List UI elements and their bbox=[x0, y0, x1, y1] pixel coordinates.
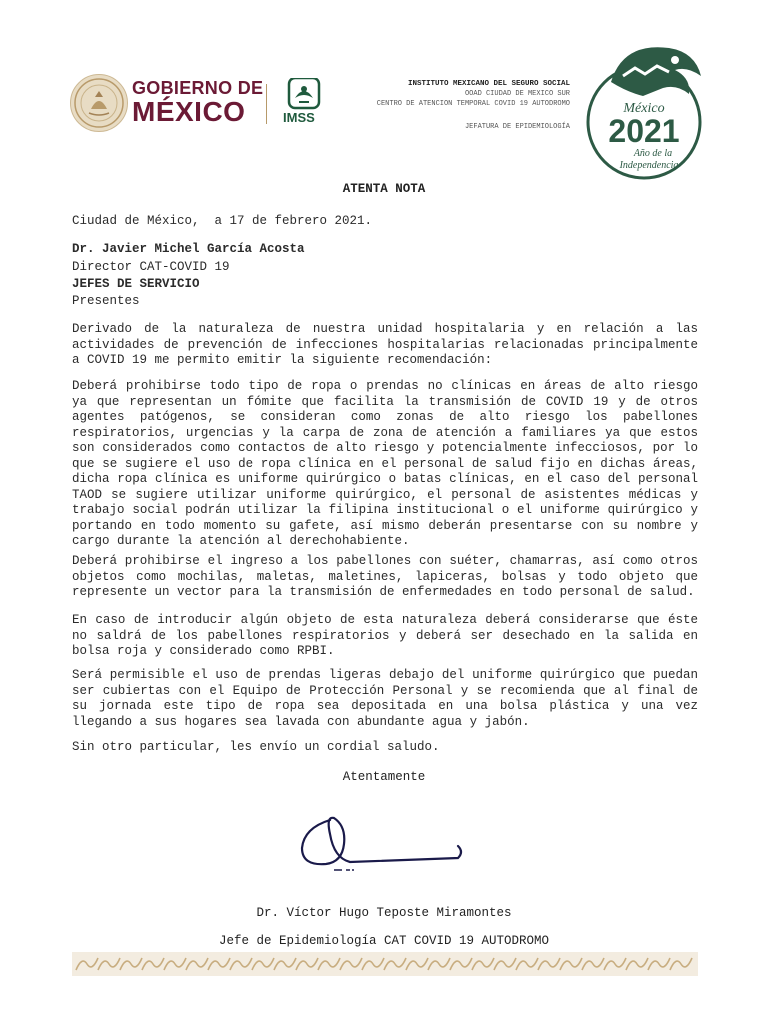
emblem-year-text: 2021 bbox=[608, 113, 680, 149]
emblem-caption-1: Año de la bbox=[633, 148, 673, 159]
paragraph-entry-restriction: Deberá prohibirse el ingreso a los pabellones con suéter, chamarras, así como otros objetos como mochilas, maletas, maletines, lapiceras, bolsas y todo objeto que represente un vector para la transmisión de enfermedades en todo personal de salud. bbox=[72, 554, 698, 599]
letter-date: Ciudad de México, a 17 de febrero 2021. bbox=[72, 214, 373, 228]
handwritten-signature bbox=[290, 808, 472, 876]
document-title: ATENTA NOTA bbox=[342, 182, 426, 196]
emblem-caption-2: Independencia bbox=[619, 160, 679, 171]
paragraph-object-disposal: En caso de introducir algún objeto de esta naturaleza deberá considerarse que éste no saldrá de los pabellones respiratorios y deberá ser desechado en la salida en bolsa roja y considerado como RPBI. bbox=[72, 613, 698, 658]
emblem-country-text: México bbox=[623, 101, 665, 116]
decorative-footer-band bbox=[72, 952, 698, 976]
paragraph-clothing-policy: Deberá prohibirse todo tipo de ropa o prendas no clínicas en áreas de alto riesgo ya que representan un fómite que facilita la transmisión de COVID 19 y de otros agentes patógenos, se consideran como zonas de alto riesgo los pabellones respiratorios, urgencias y la carpa de zona de atención a familiares ya que estos son considerados como contactos de alto riesgo y potencialmente infecciosos, por lo que se sugiere el uso de ropa clínica en el personal de salud fijo en dichas áreas, dicha ropa clínica es uniforme quirúrgico o batas clínicas, en el caso del personal TAOD se sugiere utilizar uniforme quirúrgico, el personal de asistentes médicas y trabajo social podrán utilizar la filipina institucional o el uniforme quirúrgico y portando en todo momento su gafete, así mismo deberán presentarse con su nombre y cargo durante la atención al derechohabiente. bbox=[72, 379, 698, 548]
mexico-2021-emblem bbox=[583, 38, 705, 182]
recipient-group: JEFES DE SERVICIO bbox=[72, 277, 200, 291]
imss-eagle-logo-icon bbox=[285, 78, 323, 110]
paragraph-intro: Derivado de la naturaleza de nuestra unidad hospitalaria y en relación a las actividades de prevención de infecciones hospitalarias relacionadas principalmente a COVID 19 me permito emitir la siguiente recomendación: bbox=[72, 322, 698, 367]
imss-logo-text: IMSS bbox=[283, 110, 315, 125]
header-divider bbox=[266, 84, 267, 124]
jefatura-name: JEFATURA DE EPIDEMIOLOGÍA bbox=[464, 123, 570, 131]
signer-name: Dr. Víctor Hugo Teposte Miramontes bbox=[256, 906, 512, 920]
signer-title: Jefe de Epidemiología CAT COVID 19 AUTODROMO bbox=[218, 934, 550, 948]
presentes-salutation: Presentes bbox=[72, 294, 140, 308]
closing-atentamente: Atentamente bbox=[342, 770, 426, 784]
mexico-text: MÉXICO bbox=[132, 96, 246, 127]
ooad-name: OOAD CIUDAD DE MEXICO SUR bbox=[464, 90, 570, 98]
recipient-name: Dr. Javier Michel García Acosta bbox=[72, 242, 305, 256]
centro-name: CENTRO DE ATENCION TEMPORAL COVID 19 AUTODROMO bbox=[376, 100, 570, 108]
institute-name: INSTITUTO MEXICANO DEL SEGURO SOCIAL bbox=[407, 80, 570, 88]
paragraph-light-clothing: Será permisible el uso de prendas ligeras debajo del uniforme quirúrgico que puedan ser cubiertas con el Equipo de Protección Personal y se recomienda que al final de su jornada este tipo de ropa sea depositada en una bolsa plástica y una vez llegando a sus hogares sea lavada con abundante agua y jabón. bbox=[72, 668, 698, 729]
recipient-title: Director CAT-COVID 19 bbox=[72, 260, 230, 274]
mexico-coat-of-arms-seal bbox=[70, 74, 128, 132]
paragraph-closing-greeting: Sin otro particular, les envío un cordial saludo. bbox=[72, 740, 440, 754]
gobierno-de-text: GOBIERNO DE bbox=[132, 78, 264, 98]
